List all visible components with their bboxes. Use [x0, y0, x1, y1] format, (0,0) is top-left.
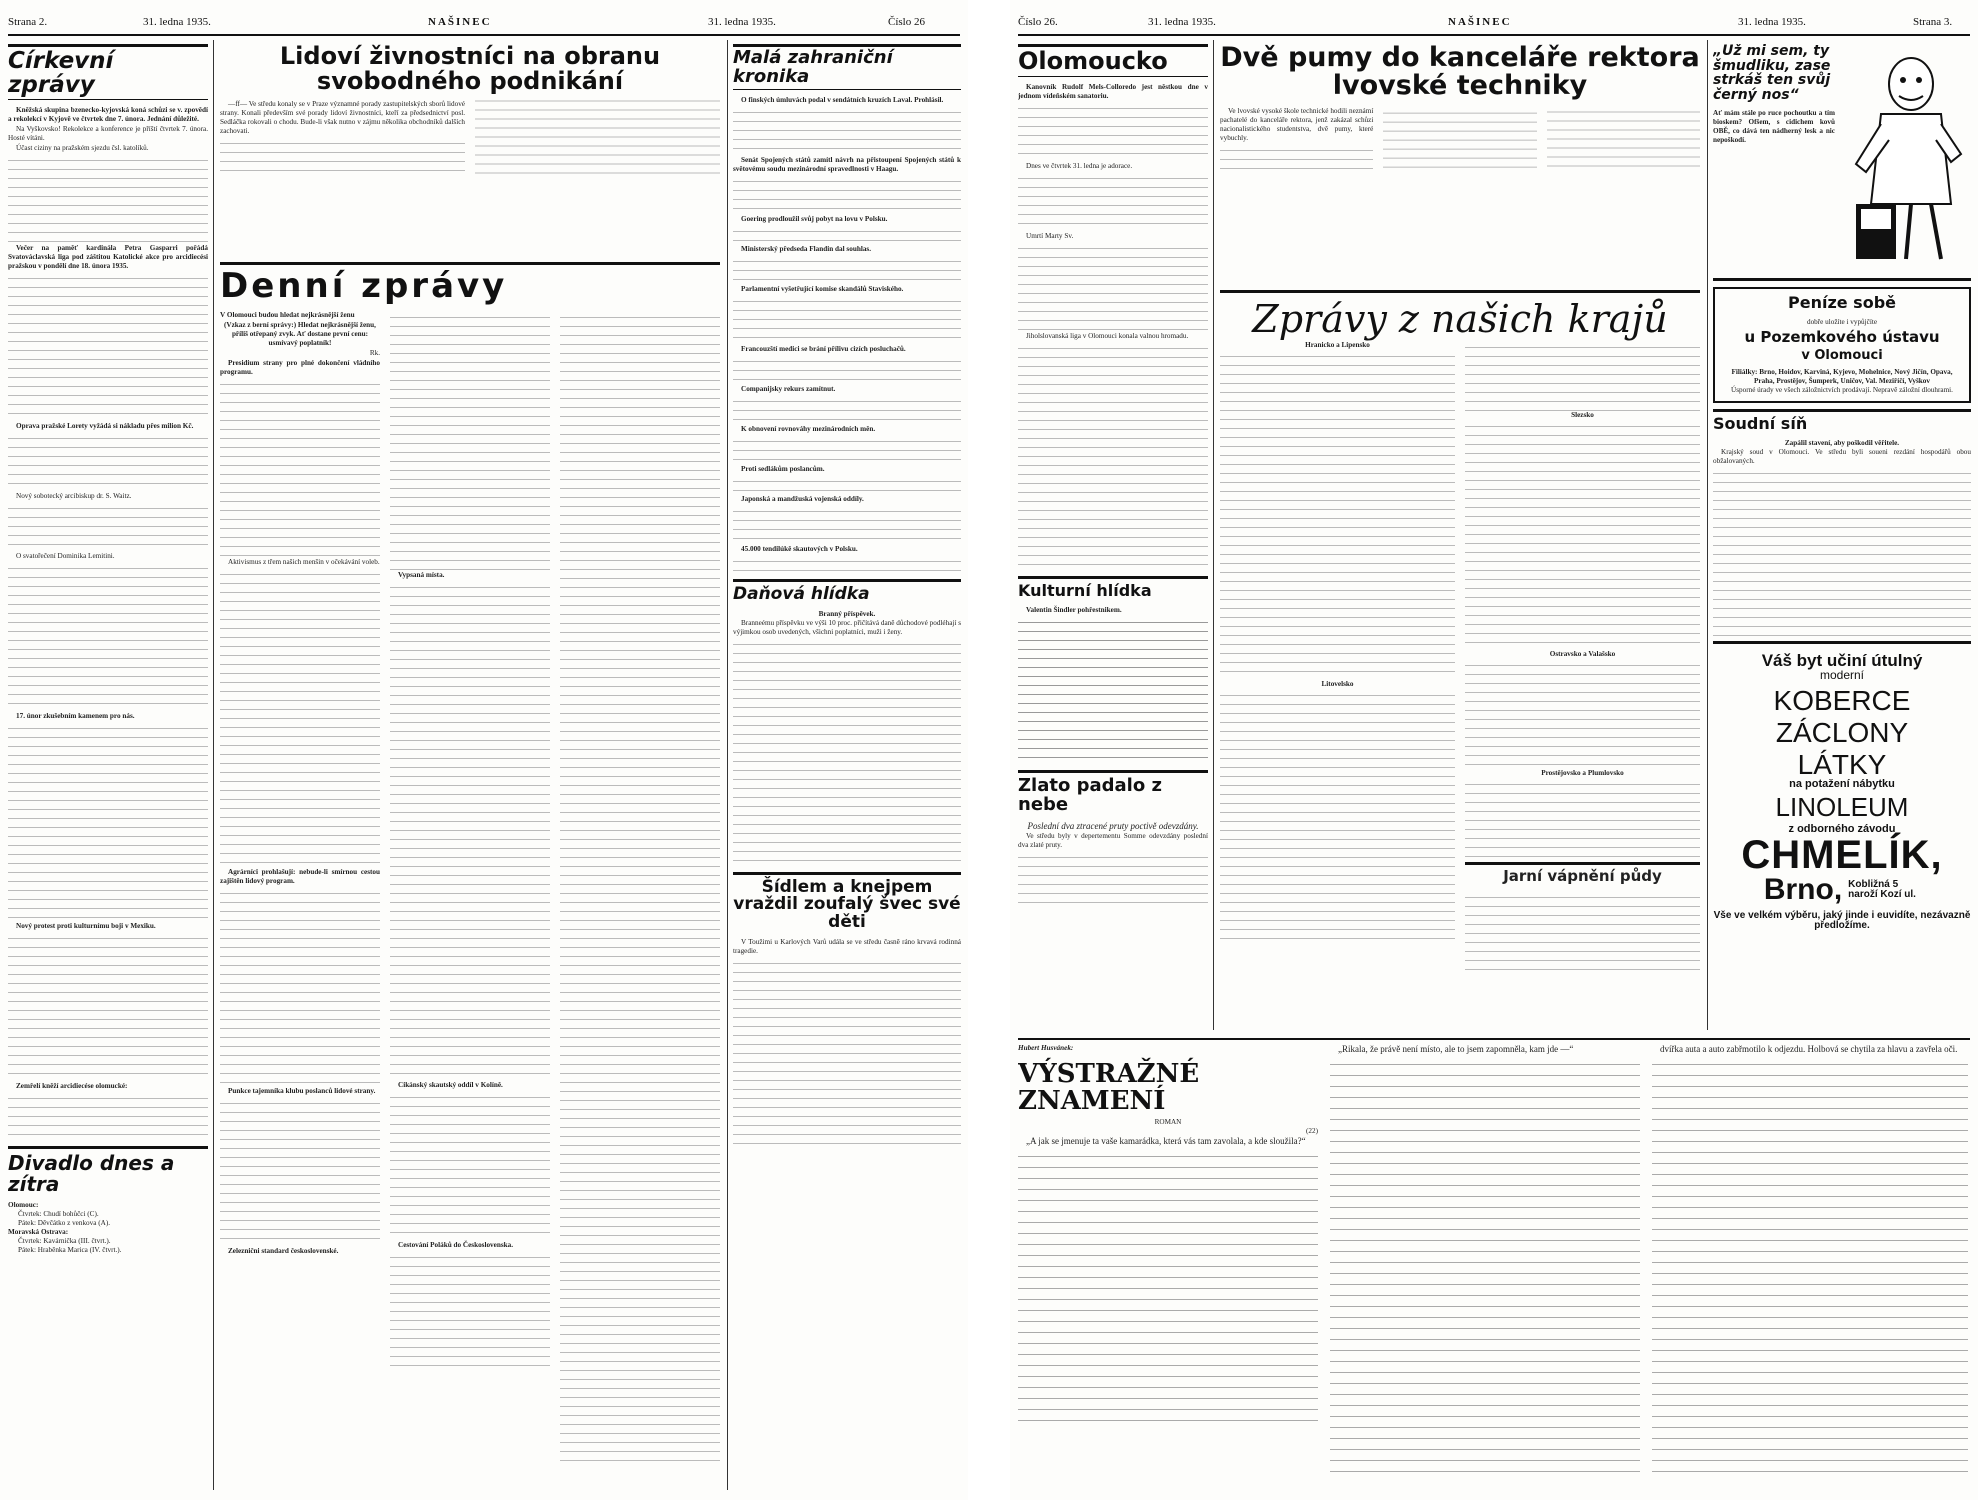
- theatre-city: Moravská Ostrava:: [8, 1228, 69, 1237]
- text-block: [1018, 1148, 1318, 1428]
- chmelik-ad-line: na potažení nábytku: [1789, 777, 1895, 790]
- chmelik-ad-line: moderní: [1819, 667, 1865, 682]
- gold-text: Ve středu byly v depertementu Somme odevzdány poslední dva zlaté pruty.: [1018, 831, 1208, 849]
- church-news-body: [8, 106, 208, 1142]
- list-item: Cikánský skautský oddíl v Kolíně.: [398, 1080, 503, 1089]
- gold-title: Zlato padalo z nebe: [1018, 774, 1162, 815]
- chmelik-ad-word: KOBERCE: [1773, 684, 1911, 716]
- header-date: 31. ledna 1935.: [708, 16, 776, 28]
- chmelik-ad-word: ZÁCLONY: [1775, 716, 1909, 748]
- list-item: Aktivismus z třem našich menšin v očekávání voleb.: [228, 557, 380, 566]
- cartoon-ad: [1713, 44, 1971, 274]
- theatre-line: Pátek: Hraběnka Marica (IV. čtvrt.).: [18, 1246, 122, 1255]
- right-page-header: [1018, 14, 1970, 36]
- bombs-article: [1220, 44, 1700, 174]
- tradesmen-lead: —ff— Ve středu konaly se v Praze významné porady zastupitelských sborů lidové strany. Konali především své porady lidoví živnostníci, kteří za předsednictví posl. Sedláčka rokovali o chodu. Bude-li však nutno v zájmu několika obchodníků dalších zachovati.: [220, 100, 465, 136]
- text-block: [390, 1251, 550, 1371]
- text-block: [1018, 342, 1208, 572]
- olomouc-body: [1018, 83, 1208, 572]
- issue-number: Číslo 26.: [1018, 16, 1058, 28]
- theatre-line: Čtvrtek: Chudí bohůčci (C).: [18, 1210, 99, 1219]
- text-block: [733, 505, 961, 545]
- list-item: O svatořečení Dominika Lemitini.: [16, 552, 115, 561]
- text-block: [1018, 172, 1208, 232]
- regions-title: Zprávy z našich krajů: [1252, 297, 1668, 341]
- text-block: [733, 957, 961, 1147]
- daily-news-quote: (Vzkaz z berní správy:) Hledat nejkrásnější ženu, příliš otřepaný zvyk. Ať dostane první cenu: usmívavý poplatník!: [224, 320, 376, 347]
- text-block: [8, 722, 208, 922]
- tax-body: [733, 610, 961, 868]
- regions-col2: [1465, 341, 1700, 971]
- text-block: [733, 435, 961, 465]
- church-news-title: Církevní zprávy: [8, 44, 208, 100]
- text-block: [1652, 1056, 1968, 1476]
- text-block: [1465, 778, 1700, 858]
- list-item: O finských úmluvách podal v sendátních kruzích Laval. Prohlásil.: [741, 95, 944, 104]
- tradesmen-article: [220, 44, 720, 254]
- text-block: [560, 311, 720, 1461]
- text-block: [733, 638, 961, 868]
- text-block: [733, 395, 961, 425]
- region-heading: Prostějovsko a Plumlovsko: [1541, 769, 1624, 777]
- culture-title: Kulturní hlídka: [1018, 581, 1152, 601]
- novel-section: [1018, 1044, 1968, 1490]
- text-block: [1465, 341, 1700, 411]
- cartoon-text: [1713, 44, 1835, 274]
- list-item: Jiholslovanská liga v Olomouci konala valnou hromadu.: [1026, 332, 1189, 341]
- gold-body: [1018, 821, 1208, 911]
- list-item: Companijsky rekurs zamítnut.: [741, 384, 836, 393]
- list-item: Proti sedlákům poslancům.: [741, 464, 825, 473]
- list-item: Punkce tajemníka klubu poslanců lidové strany.: [228, 1086, 376, 1095]
- list-item: 45.000 tendilúkě skautových v Polsku.: [741, 544, 858, 553]
- text-block: [8, 272, 208, 422]
- text-block: [220, 378, 380, 558]
- court-body: [1713, 439, 1971, 637]
- text-block: [220, 887, 380, 1087]
- chmelik-ad-address: Kobližná 5 naroží Kozí ul.: [1848, 878, 1916, 900]
- text-block: [733, 225, 961, 245]
- daily-news-section: [220, 262, 720, 1490]
- text-block: [8, 1092, 208, 1142]
- text-block: [1018, 616, 1208, 766]
- novel-author: Hubert Husvánek:: [1018, 1044, 1074, 1052]
- money-ad-line: Filiálky: Brno, Hoidov, Karviná, Kyjevo, Mohelnice, Nový Jičín, Opava, Praha, Prostějov, Šumperk, Uničov, Val. Meziříčí, Vyškov: [1731, 368, 1953, 386]
- list-item: Nový sobotecký arcibiskup dr. S. Waitz.: [16, 492, 132, 501]
- church-news-column: [8, 44, 208, 1490]
- text-block: [733, 295, 961, 345]
- theatre-city: Olomouc:: [8, 1201, 39, 1210]
- text-block: [1465, 659, 1700, 769]
- text-block: [733, 106, 961, 156]
- text-block: [733, 475, 961, 495]
- text-block: [733, 555, 961, 575]
- list-item: Ministerský předseda Flandin dal souhlas.: [741, 244, 872, 253]
- text-block: [733, 175, 961, 215]
- culture-body: [1018, 606, 1208, 766]
- tax-subtitle: Branný příspěvek.: [818, 609, 876, 618]
- region-heading: Hranicko a Lipensko: [1305, 341, 1370, 349]
- text-block: [390, 581, 550, 1081]
- left-page-header: [8, 14, 960, 36]
- money-ad-line: dobře uložíte i vypůjčíte: [1806, 317, 1878, 326]
- list-item: Parlamentní vyšetřující komise skandálů Staviského.: [741, 284, 904, 293]
- novel-paragraph: „Rikala, že právě není místo, ale to jsem zapomněla, kam jde —“: [1338, 1044, 1574, 1054]
- lime-title: Jarní vápnění půdy: [1503, 867, 1662, 885]
- murderer-body: [733, 938, 961, 1147]
- text-block: [8, 562, 208, 712]
- text-block: [733, 255, 961, 285]
- paper-name: NAŠINEC: [428, 16, 492, 28]
- list-item: Zeleznični standard československé.: [228, 1246, 339, 1255]
- court-text: Krajský soud v Olomouci. Ve středu byli soueni rezdání hospodářů obou obžalovaných.: [1713, 447, 1971, 465]
- right-newspaper-page: [1010, 0, 1978, 1500]
- list-item: Japonská a mandžuská vojenská oddíly.: [741, 494, 864, 503]
- text-block: [8, 932, 208, 1082]
- region-heading: Litovelsko: [1321, 680, 1354, 688]
- novel-title: VÝSTRAŽNÉ ZNAMENÍ: [1018, 1059, 1200, 1117]
- ads-column: [1713, 44, 1971, 1044]
- region-heading: Ostravsko a Valašsko: [1549, 650, 1616, 658]
- daily-news-col2: [390, 311, 550, 1461]
- chmelik-ad-line: z odborného závodu: [1788, 822, 1896, 835]
- text-block: [1330, 1056, 1640, 1476]
- novel-col1: [1018, 1044, 1318, 1476]
- header-date: 31. ledna 1935.: [1148, 16, 1216, 28]
- novel-paragraph: „A jak se jmenuje ta vaše kamarádka, která vás tam zavolala, a kde sloužila?“: [1026, 1135, 1306, 1146]
- tradesmen-title: Lidoví živnostníci na obranu svobodného podnikání: [279, 44, 661, 96]
- list-item: Zemřelí kněží arcidiecése olomucké:: [16, 1082, 128, 1091]
- list-item: Francouzští medici se brání přílivu cizích posluchačů.: [741, 344, 906, 353]
- header-date: 31. ledna 1935.: [143, 16, 211, 28]
- list-item: Na Vyškovsko! Rekolekce a konference je příští čtvrtek 7. února. Hosté vítáni.: [8, 125, 208, 143]
- daily-news-title: Denní zprávy: [220, 266, 508, 306]
- olomouc-title: Olomoucko: [1018, 44, 1208, 77]
- page-gutter: [968, 0, 1010, 1500]
- court-title: Soudní síň: [1713, 414, 1808, 434]
- daily-news-quote-sign: Rk.: [369, 348, 380, 357]
- text-block: [733, 355, 961, 385]
- list-item: Účast ciziny na pražském sjezdu čsl. katolíků.: [16, 144, 149, 153]
- money-ad-line: Úsporné úrady ve všech záložnictvích prodávají. Nepravě záložní dlouhrami.: [1731, 386, 1953, 395]
- chmelik-ad-brand: CHMELÍK,: [1741, 832, 1943, 877]
- novel-paragraph: dvířka auta a auto zabřmotilo k odjezdu. Holbová se chytila za hlavu a zavřela oči.: [1660, 1044, 1958, 1054]
- daily-news-subheading: V Olomouci budou hledat nejkrásnější ženu: [220, 310, 355, 319]
- text-block: [220, 568, 380, 868]
- theatre-title: Divadlo dnes a zítra: [8, 1151, 175, 1197]
- novel-separator: [1018, 1038, 1970, 1040]
- list-item: Večer na paměť kardinála Petra Gasparri pořádá Svatováclavská liga pod záštitou Katolické akce pro arcidiecési pražskou v pondělí dne 18. února 1935.: [8, 244, 208, 271]
- novel-genre: ROMAN: [1154, 1117, 1182, 1126]
- list-item: Agrárníci prohlašují: nebude-li smírnou cestou zajištěn lidový program.: [220, 867, 380, 885]
- bombs-title: Dvě pumy do kanceláře rektora lvovské techniky: [1220, 44, 1700, 102]
- issue-number: Číslo 26: [888, 16, 925, 28]
- cartoon-caption: „Už mi sem, ty šmudliku, zase strkáš ten svůj černý nos“: [1713, 44, 1831, 104]
- left-newspaper-page: [0, 0, 968, 1500]
- foreign-body: [733, 96, 961, 575]
- tradesmen-body: [220, 100, 720, 179]
- tax-title: Daňová hlídka: [733, 583, 870, 604]
- region-heading: Slezsko: [1571, 411, 1594, 419]
- text-block: [1465, 891, 1700, 971]
- text-block: [1018, 851, 1208, 911]
- theatre-line: Pátek: Děvčátko z venkova (A).: [18, 1219, 111, 1228]
- chmelik-ad: [1713, 648, 1971, 935]
- novel-part: (22): [1306, 1126, 1318, 1135]
- murderer-text: V Toužimi u Karlových Varů udála se ve středu časně ráno krvavá rodinná tragedie.: [733, 938, 961, 956]
- cartoon-body: Ať mám stále po ruce pochoutku a tím bioskem? Ofšem, s cidichem kovů OBĚ, co dává ten nádherný lesk a nic nepoškodí.: [1713, 108, 1835, 144]
- money-ad-line: u Pozemkového ústavu: [1744, 327, 1940, 346]
- header-date: 31. ledna 1935.: [1738, 16, 1806, 28]
- bombs-text: Ve lvovské vysoké škole technické hodili neznámí pachatelé do kanceláře rektora, jenž zakázal schůzi nacionalistického studentstva, dvě pumy, které vybuchly.: [1220, 106, 1374, 142]
- list-item: K obnovení rovnováhy mezinárodních měn.: [741, 424, 876, 433]
- list-item: Umrtí Marty Sv.: [1026, 232, 1074, 241]
- text-block: [1713, 467, 1971, 637]
- list-item: Goering prodloužil svůj pobyt na lovu v Polsku.: [741, 214, 888, 223]
- cartoon-illustration-icon: [1841, 44, 1969, 269]
- text-block: [1018, 102, 1208, 162]
- culture-text: Valentin Šindler pohřestnikem.: [1026, 605, 1122, 614]
- page-number: Strana 2.: [8, 16, 48, 28]
- text-block: [1465, 420, 1700, 650]
- page-number: Strana 3.: [1913, 16, 1953, 28]
- foreign-title: Malá zahraniční kronika: [733, 44, 961, 90]
- text-block: [8, 154, 208, 244]
- list-item: Vypsaná místa.: [398, 570, 445, 579]
- list-item: Nový protest proti kulturnímu boji v Mexiku.: [16, 922, 156, 931]
- right-column-left-page: [733, 44, 961, 1490]
- money-ad-line: v Olomouci: [1801, 347, 1883, 363]
- daily-news-col1: [220, 311, 380, 1461]
- church-news-intro: Kněžská skupina bzenecko-kyjovská koná schůzi se v. zpovědí a rekolekcí v Kyjově ve čtvrtek dne 7. února. Jednání důležité.: [8, 106, 208, 124]
- list-item: 17. únor zkušebním kamenem pro nás.: [16, 712, 135, 721]
- text-block: [8, 502, 208, 552]
- text-block: [220, 1097, 380, 1247]
- regions-col1: [1220, 341, 1455, 971]
- court-subtitle: Zapálil stavení, aby poškodil věřitele.: [1784, 438, 1900, 447]
- tax-text: Branneému příspěvku ve výši 10 proc. přičítává daně důchodové podléhají s výjimkou osob uvedených, všichni poplatníci, muži i ženy.: [733, 618, 961, 636]
- gold-subtitle: Poslední dva ztracené pruty poctivě odevzdány.: [1027, 820, 1199, 831]
- list-item: Oprava pražské Lorety vyžádá si nákladu přes milion Kč.: [16, 422, 194, 431]
- text-block: [1018, 242, 1208, 332]
- list-item: Dnes ve čtvrtek 31. ledna je adorace.: [1026, 162, 1133, 171]
- theatre-listing: [8, 1201, 208, 1255]
- novel-text-1: [1018, 1136, 1318, 1428]
- list-item: Kanovník Rudolf Mels-Colloredo jest něstkou dne v jednom vídeňském sanatoriu.: [1018, 83, 1208, 101]
- bombs-body: [1220, 107, 1700, 174]
- olomouc-column: [1018, 44, 1208, 1034]
- chmelik-ad-line: Váš byt učiní útulný: [1761, 650, 1923, 670]
- novel-col2: [1330, 1044, 1640, 1476]
- chmelik-ad-tail: Vše ve velkém výběru, jaký jinde i euvidíte, nezávazně předložíme.: [1713, 909, 1971, 931]
- theatre-line: Čtvrtek: Kavárnička (III. čtvrt.).: [18, 1237, 111, 1246]
- money-ad: [1713, 287, 1971, 403]
- paper-name: NAŠINEC: [1448, 16, 1512, 28]
- chmelik-ad-word: LINOLEUM: [1775, 791, 1909, 822]
- chmelik-ad-word: LÁTKY: [1797, 748, 1887, 780]
- text-block: [8, 432, 208, 492]
- murderer-title: Šídlem a knejpem vraždil zoufalý švec své děti: [733, 876, 961, 933]
- novel-col3: [1652, 1044, 1968, 1476]
- list-item: Presidium strany pro plné dokončení vládního programu.: [220, 358, 380, 376]
- text-block: [390, 311, 550, 571]
- daily-news-col3: [560, 311, 720, 1461]
- text-block: [390, 1091, 550, 1241]
- text-block: [1220, 689, 1455, 939]
- list-item: Senát Spojených států zamítl návrh na přistoupení Spojených států k světovému soudu mezinárodní spravedlnosti v Haagu.: [733, 155, 961, 173]
- list-item: Cestování Poláků do Československa.: [398, 1240, 514, 1249]
- text-block: [1220, 350, 1455, 680]
- money-ad-title: Peníze sobě: [1787, 293, 1896, 312]
- regions-section: [1220, 290, 1700, 1020]
- chmelik-ad-city: Brno,: [1763, 872, 1843, 906]
